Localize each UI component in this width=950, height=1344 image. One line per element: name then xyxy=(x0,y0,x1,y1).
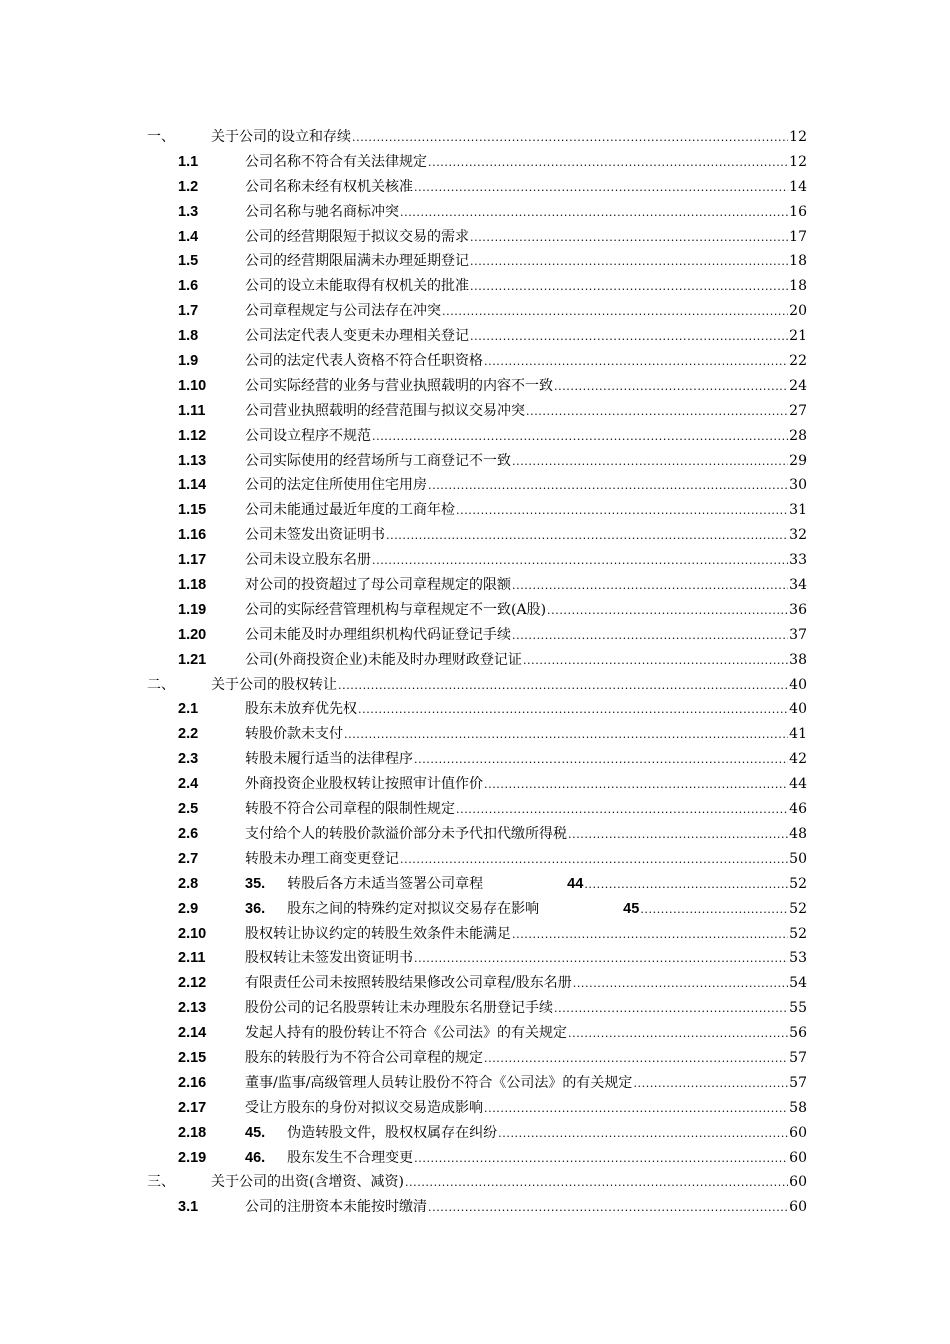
toc-entry-title: 公司名称未经有权机关核准 xyxy=(245,178,413,195)
toc-entry-number: 2.1 xyxy=(178,701,199,718)
dot-leader xyxy=(512,923,788,948)
toc-entry-number: 三、 xyxy=(147,1174,175,1191)
toc-entry-title: 转股未办理工商变更登记 xyxy=(245,850,399,867)
toc-page-number: 22 xyxy=(789,353,807,370)
toc-entry-title: 公司设立程序不规范 xyxy=(245,427,371,444)
dot-leader xyxy=(584,873,788,898)
toc-entry-number: 2.15 xyxy=(178,1049,207,1066)
toc-entry-number: 1.14 xyxy=(178,477,207,494)
dot-leader xyxy=(512,450,788,475)
toc-entry-row[interactable] xyxy=(0,349,950,374)
toc-entry-title: 关于公司的设立和存续 xyxy=(211,129,351,145)
toc-entry-row[interactable] xyxy=(0,1121,950,1146)
toc-entry-row[interactable] xyxy=(0,971,950,996)
toc-entry-line xyxy=(245,548,807,574)
toc-entry-row[interactable] xyxy=(0,1195,950,1220)
toc-entry-number: 1.3 xyxy=(178,203,199,220)
dot-leader xyxy=(484,1097,788,1122)
toc-entry-number: 1.5 xyxy=(178,253,199,270)
dot-leader xyxy=(414,1147,788,1172)
toc-page-number: 42 xyxy=(789,751,807,768)
toc-entry-title: 公司名称与驰名商标冲突 xyxy=(245,203,399,220)
toc-entry-row[interactable] xyxy=(0,249,950,274)
toc-page-number: 20 xyxy=(789,303,807,320)
dot-leader xyxy=(456,499,788,524)
toc-entry-row[interactable] xyxy=(0,722,950,747)
dot-leader xyxy=(498,1122,788,1147)
toc-page-number: 60 xyxy=(789,1149,807,1166)
toc-entry-title: 受让方股东的身份对拟议交易造成影响 xyxy=(245,1099,483,1116)
toc-entry-title: 公司的法定住所使用住宅用房 xyxy=(245,477,427,494)
toc-entry-line xyxy=(245,249,807,275)
toc-entry-line xyxy=(245,847,807,873)
toc-entry-row[interactable] xyxy=(0,548,950,573)
toc-entry-number: 1.7 xyxy=(178,303,199,320)
toc-entry-title: 股东的转股行为不符合公司章程的规定 xyxy=(245,1049,483,1066)
toc-page-number: 34 xyxy=(789,577,807,594)
toc-entry-line xyxy=(245,225,807,251)
toc-entry-number: 1.6 xyxy=(178,278,199,295)
toc-entry-title: 转股后各方未适当签署公司章程 xyxy=(287,875,484,892)
toc-entry-title: 股权转让未签发出资证明书 xyxy=(245,950,413,967)
toc-entry-line xyxy=(245,648,807,674)
dot-leader xyxy=(428,474,788,499)
dot-leader xyxy=(428,1196,788,1221)
toc-entry-title: 公司未能通过最近年度的工商年检 xyxy=(245,502,455,519)
toc-entry-title: 伪造转股文件，股权权属存在纠纷 xyxy=(287,1124,498,1141)
toc-page-number: 14 xyxy=(789,178,807,195)
toc-entry-line xyxy=(245,996,807,1022)
toc-entry-title: 董事/监事/高级管理人员转让股份不符合《公司法》的有关规定 xyxy=(245,1074,633,1091)
toc-page-number: 18 xyxy=(789,278,807,295)
toc-entry-number: 1.21 xyxy=(178,651,207,668)
toc-entry-title: 公司未能及时办理组织机构代码证登记手续 xyxy=(245,626,511,643)
toc-page-number: 48 xyxy=(789,825,807,842)
toc-entry-line xyxy=(245,399,807,425)
toc-entry-row[interactable] xyxy=(0,473,950,498)
toc-page-number: 38 xyxy=(789,651,807,668)
toc-entry-line xyxy=(245,324,807,350)
toc-entry-number: 1.8 xyxy=(178,328,199,345)
toc-entry-title: 股份公司的记名股票转让未办理股东名册登记手续 xyxy=(245,1000,553,1017)
dot-leader xyxy=(358,698,788,723)
toc-entry-title: 公司名称不符合有关法律规定 xyxy=(245,153,427,170)
dot-leader xyxy=(372,425,788,450)
toc-entry-title: 公司(外商投资企业)未能及时办理财政登记证 xyxy=(245,651,522,668)
toc-entry-title: 股东发生不合理变更 xyxy=(287,1149,414,1166)
toc-entry-number: 2.19 xyxy=(178,1149,207,1166)
toc-entry-row[interactable] xyxy=(0,1146,950,1171)
toc-entry-title: 外商投资企业股权转让按照审计值作价 xyxy=(245,776,483,793)
toc-entry-title: 关于公司的股权转让 xyxy=(211,676,337,693)
toc-entry-line xyxy=(245,722,807,748)
toc-entry-line xyxy=(211,1170,807,1196)
toc-entry-number: 2.13 xyxy=(178,1000,207,1017)
dot-leader xyxy=(547,599,788,624)
dot-leader xyxy=(456,798,788,823)
toc-entry-title: 公司章程规定与公司法存在冲突 xyxy=(245,303,441,320)
toc-entry-stray-number: 44 xyxy=(567,875,584,892)
table-of-contents xyxy=(0,125,950,1220)
toc-page-number: 50 xyxy=(789,850,807,867)
toc-page-number: 29 xyxy=(789,452,807,469)
toc-entry-title: 有限责任公司未按照转股结果修改公司章程/股东名册 xyxy=(245,975,572,992)
toc-entry-title: 关于公司的出资(含增资、减资) xyxy=(211,1174,404,1191)
toc-entry-title: 公司营业执照载明的经营范围与拟议交易冲突 xyxy=(245,402,525,419)
toc-entry-number: 2.16 xyxy=(178,1074,207,1091)
dot-leader xyxy=(568,1022,788,1047)
toc-entry-line xyxy=(245,424,807,450)
toc-entry-row[interactable] xyxy=(0,449,950,474)
toc-entry-title: 转股价款未支付 xyxy=(245,726,343,743)
toc-entry-line xyxy=(245,897,807,923)
toc-page-number: 52 xyxy=(789,925,807,942)
toc-entry-line xyxy=(245,449,807,475)
toc-page-number: 27 xyxy=(789,402,807,419)
toc-page-number: 57 xyxy=(789,1049,807,1066)
toc-entry-row[interactable] xyxy=(0,996,950,1021)
toc-entry-row[interactable] xyxy=(0,897,950,922)
toc-entry-row[interactable] xyxy=(0,598,950,623)
toc-page-number: 36 xyxy=(789,601,807,618)
dot-leader xyxy=(338,674,788,699)
dot-leader xyxy=(484,350,788,375)
toc-entry-number: 1.11 xyxy=(178,402,206,419)
toc-entry-row[interactable] xyxy=(0,1071,950,1096)
toc-entry-row[interactable] xyxy=(0,946,950,971)
toc-entry-line xyxy=(245,1021,807,1047)
dot-leader xyxy=(526,400,788,425)
toc-entry-number: 2.2 xyxy=(178,726,199,743)
toc-entry-line xyxy=(245,822,807,848)
toc-entry-row[interactable] xyxy=(0,299,950,324)
toc-entry-row[interactable] xyxy=(0,697,950,722)
dot-leader xyxy=(640,898,788,923)
toc-entry-subnumber: 36. xyxy=(245,900,266,917)
toc-entry-line xyxy=(245,623,807,649)
toc-entry-number: 2.17 xyxy=(178,1099,207,1116)
toc-entry-line xyxy=(245,1071,807,1097)
toc-entry-number: 2.11 xyxy=(178,950,206,967)
toc-entry-title: 公司的法定代表人资格不符合任职资格 xyxy=(245,353,483,370)
toc-entry-row[interactable] xyxy=(0,847,950,872)
toc-entry-line xyxy=(245,922,807,948)
toc-entry-line xyxy=(245,598,807,624)
toc-entry-row[interactable] xyxy=(0,225,950,250)
toc-entry-number: 2.3 xyxy=(178,751,199,768)
toc-entry-row[interactable] xyxy=(0,1021,950,1046)
toc-entry-number: 2.14 xyxy=(178,1025,207,1042)
toc-entry-row[interactable] xyxy=(0,498,950,523)
dot-leader xyxy=(554,375,788,400)
dot-leader xyxy=(414,748,788,773)
toc-entry-title: 公司的经营期限短于拟议交易的需求 xyxy=(245,228,469,245)
toc-entry-row[interactable] xyxy=(0,399,950,424)
toc-page-number: 57 xyxy=(789,1074,807,1091)
toc-entry-number: 1.12 xyxy=(178,427,207,444)
toc-section-row[interactable] xyxy=(0,1170,950,1195)
toc-entry-number: 3.1 xyxy=(178,1199,199,1216)
toc-entry-row[interactable] xyxy=(0,1046,950,1071)
toc-entry-title: 公司未设立股东名册 xyxy=(245,552,371,569)
toc-section-row[interactable] xyxy=(0,125,950,150)
dot-leader xyxy=(352,126,788,151)
toc-entry-number: 1.20 xyxy=(178,626,207,643)
toc-entry-line xyxy=(245,971,807,997)
toc-entry-row[interactable] xyxy=(0,822,950,847)
toc-page-number: 60 xyxy=(789,1174,807,1191)
dot-leader xyxy=(400,201,788,226)
toc-entry-title: 公司的经营期限届满未办理延期登记 xyxy=(245,253,469,270)
toc-entry-number: 1.19 xyxy=(178,601,207,618)
dot-leader xyxy=(512,574,788,599)
toc-page-number: 17 xyxy=(789,228,807,245)
dot-leader xyxy=(512,624,788,649)
toc-entry-line xyxy=(245,175,807,201)
toc-page-number: 12 xyxy=(789,153,807,170)
toc-page-number: 32 xyxy=(789,527,807,544)
toc-entry-row[interactable] xyxy=(0,872,950,897)
dot-leader xyxy=(554,997,788,1022)
toc-entry-line xyxy=(245,573,807,599)
toc-entry-number: 1.1 xyxy=(178,153,199,170)
toc-entry-number: 1.9 xyxy=(178,353,199,370)
toc-entry-line xyxy=(245,200,807,226)
toc-page-number: 53 xyxy=(789,950,807,967)
toc-entry-title: 股东未放弃优先权 xyxy=(245,701,357,718)
toc-page-number: 55 xyxy=(789,1000,807,1017)
toc-entry-line xyxy=(211,673,807,699)
toc-entry-title: 公司的设立未能取得有权机关的批准 xyxy=(245,278,469,295)
dot-leader xyxy=(414,176,788,201)
toc-entry-line xyxy=(245,498,807,524)
toc-page-number: 21 xyxy=(789,328,807,345)
toc-entry-number: 2.8 xyxy=(178,875,199,892)
dot-leader xyxy=(470,325,788,350)
toc-entry-subnumber: 35. xyxy=(245,875,266,892)
toc-page-number: 52 xyxy=(789,875,807,892)
toc-entry-number: 二、 xyxy=(147,676,175,693)
toc-entry-title: 公司未签发出资证明书 xyxy=(245,527,385,544)
toc-entry-row[interactable] xyxy=(0,175,950,200)
toc-entry-row[interactable] xyxy=(0,772,950,797)
toc-entry-number: 2.7 xyxy=(178,850,199,867)
toc-entry-number: 2.18 xyxy=(178,1124,207,1141)
toc-page-number: 58 xyxy=(789,1099,807,1116)
toc-entry-row[interactable] xyxy=(0,922,950,947)
toc-entry-row[interactable] xyxy=(0,623,950,648)
toc-entry-line xyxy=(245,697,807,723)
toc-page-number: 60 xyxy=(789,1124,807,1141)
toc-page-number: 30 xyxy=(789,477,807,494)
toc-page-number: 46 xyxy=(789,801,807,818)
toc-entry-stray-number: 45 xyxy=(623,900,640,917)
toc-entry-number: 2.9 xyxy=(178,900,199,917)
toc-page-number: 56 xyxy=(789,1025,807,1042)
dot-leader xyxy=(428,151,788,176)
toc-entry-row[interactable] xyxy=(0,150,950,175)
toc-entry-number: 2.10 xyxy=(178,925,207,942)
dot-leader xyxy=(386,524,788,549)
toc-entry-line xyxy=(245,1096,807,1122)
toc-entry-row[interactable] xyxy=(0,274,950,299)
toc-entry-line xyxy=(245,1146,807,1172)
dot-leader xyxy=(568,823,788,848)
toc-entry-number: 1.13 xyxy=(178,452,207,469)
toc-entry-line xyxy=(245,1046,807,1072)
toc-entry-row[interactable] xyxy=(0,1096,950,1121)
toc-page-number: 31 xyxy=(789,502,807,519)
toc-entry-number: 一、 xyxy=(147,129,175,145)
dot-leader xyxy=(442,300,788,325)
toc-entry-row[interactable] xyxy=(0,797,950,822)
toc-entry-row[interactable] xyxy=(0,374,950,399)
toc-entry-line xyxy=(245,374,807,400)
toc-entry-title: 发起人持有的股份转让不符合《公司法》的有关规定 xyxy=(245,1025,567,1042)
toc-entry-number: 2.12 xyxy=(178,975,207,992)
toc-entry-line xyxy=(245,946,807,972)
toc-page-number: 33 xyxy=(789,552,807,569)
toc-entry-line xyxy=(245,1195,807,1221)
toc-entry-line xyxy=(245,747,807,773)
toc-page-number: 60 xyxy=(789,1199,807,1216)
toc-entry-line xyxy=(245,473,807,499)
toc-entry-subnumber: 45. xyxy=(245,1124,266,1141)
toc-entry-number: 1.4 xyxy=(178,228,199,245)
toc-section-row[interactable] xyxy=(0,673,950,698)
toc-entry-line xyxy=(245,150,807,176)
toc-page-number: 37 xyxy=(789,626,807,643)
toc-entry-number: 1.15 xyxy=(178,502,207,519)
toc-entry-number: 2.5 xyxy=(178,801,199,818)
dot-leader xyxy=(372,549,788,574)
toc-entry-number: 2.4 xyxy=(178,776,199,793)
dot-leader xyxy=(400,848,788,873)
toc-entry-number: 1.16 xyxy=(178,527,207,544)
toc-entry-subnumber: 46. xyxy=(245,1149,266,1166)
toc-page-number: 54 xyxy=(789,975,807,992)
toc-entry-title: 转股不符合公司章程的限制性规定 xyxy=(245,801,455,818)
dot-leader xyxy=(470,226,788,251)
toc-entry-line xyxy=(245,299,807,325)
dot-leader xyxy=(470,275,788,300)
dot-leader xyxy=(573,972,788,997)
toc-entry-title: 转股未履行适当的法律程序 xyxy=(245,751,413,768)
toc-entry-row[interactable] xyxy=(0,424,950,449)
toc-entry-line xyxy=(245,274,807,300)
toc-entry-line xyxy=(245,349,807,375)
dot-leader xyxy=(523,649,788,674)
toc-entry-title: 股权转让协议约定的转股生效条件未能满足 xyxy=(245,925,511,942)
toc-page-number: 52 xyxy=(789,900,807,917)
toc-entry-line xyxy=(245,772,807,798)
toc-entry-title: 公司的实际经营管理机构与章程规定不一致(A股) xyxy=(245,601,547,618)
toc-entry-title: 公司的注册资本未能按时缴清 xyxy=(245,1199,427,1216)
toc-page-number: 12 xyxy=(789,129,807,145)
toc-entry-row[interactable] xyxy=(0,747,950,772)
toc-entry-title: 支付给个人的转股价款溢价部分未予代扣代缴所得税 xyxy=(245,825,567,842)
toc-page-number: 40 xyxy=(789,676,807,693)
dot-leader xyxy=(344,723,788,748)
dot-leader xyxy=(405,1171,788,1196)
toc-entry-number: 1.10 xyxy=(178,377,207,394)
toc-page-number: 24 xyxy=(789,377,807,394)
toc-page-number: 40 xyxy=(789,701,807,718)
toc-entry-line xyxy=(245,872,807,898)
toc-entry-title: 对公司的投资超过了母公司章程规定的限额 xyxy=(245,577,511,594)
toc-entry-number: 2.6 xyxy=(178,825,199,842)
toc-entry-number: 1.18 xyxy=(178,577,207,594)
dot-leader xyxy=(470,250,788,275)
toc-entry-row[interactable] xyxy=(0,648,950,673)
dot-leader xyxy=(633,1072,788,1097)
dot-leader xyxy=(484,1047,788,1072)
dot-leader xyxy=(484,773,788,798)
toc-page-number: 16 xyxy=(789,203,807,220)
toc-entry-number: 1.17 xyxy=(178,552,207,569)
toc-entry-title: 公司实际经营的业务与营业执照载明的内容不一致 xyxy=(245,377,553,394)
toc-page-number: 44 xyxy=(789,776,807,793)
toc-entry-row[interactable] xyxy=(0,324,950,349)
toc-entry-title: 公司法定代表人变更未办理相关登记 xyxy=(245,328,469,345)
toc-page-number: 41 xyxy=(789,726,807,743)
toc-entry-line xyxy=(245,797,807,823)
dot-leader xyxy=(414,947,788,972)
toc-entry-number: 1.2 xyxy=(178,178,199,195)
toc-entry-row[interactable] xyxy=(0,523,950,548)
toc-entry-title: 股东之间的特殊约定对拟议交易存在影响 xyxy=(287,900,540,917)
toc-entry-row[interactable] xyxy=(0,573,950,598)
toc-page-number: 28 xyxy=(789,427,807,444)
toc-entry-line xyxy=(245,523,807,549)
toc-entry-row[interactable] xyxy=(0,200,950,225)
toc-entry-line xyxy=(245,1121,807,1147)
toc-entry-line xyxy=(211,125,807,151)
toc-entry-title: 公司实际使用的经营场所与工商登记不一致 xyxy=(245,452,511,469)
toc-page-number: 18 xyxy=(789,253,807,270)
